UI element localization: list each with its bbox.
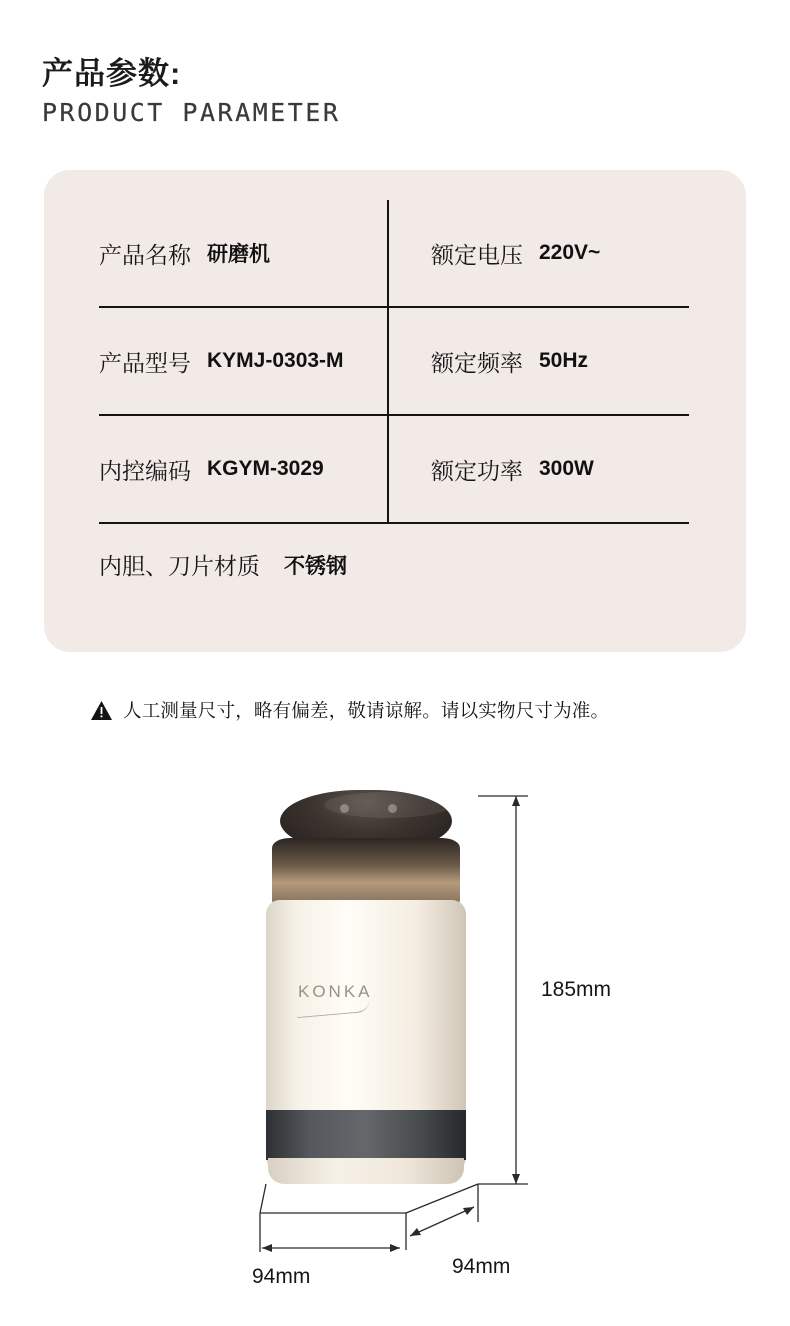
page-title-en: PRODUCT PARAMETER: [42, 97, 341, 127]
page-header: [42, 55, 542, 127]
spec-cell-rated-frequency: [389, 308, 689, 414]
spec-table: [99, 200, 689, 524]
spec-cell-internal-code: [99, 416, 389, 522]
spec-value: KYMJ-0303-M: [207, 349, 344, 372]
dimension-height-label: 185mm: [541, 978, 612, 1001]
spec-label: 内控编码: [99, 457, 191, 484]
spec-value: 不锈钢: [284, 554, 347, 578]
spec-value: KGYM-3029: [207, 457, 324, 480]
dimension-lines: [0, 760, 790, 1320]
spec-cell-product-name: [99, 200, 389, 306]
brand-logo: KONKA: [298, 982, 373, 1001]
spec-cell-model: [99, 308, 389, 414]
spec-label: 内胆、刀片材质: [99, 553, 260, 579]
spec-label: 额定功率: [431, 457, 523, 484]
spec-label: 产品型号: [99, 349, 191, 376]
page-title-cn: 产品参数:: [42, 56, 182, 91]
spec-cell-rated-voltage: [389, 200, 689, 306]
spec-cell-material: [99, 548, 347, 581]
measurement-note-text: 人工测量尺寸，略有偏差，敬请谅解。请以实物尺寸为准。: [123, 700, 610, 721]
warning-triangle-icon: [90, 700, 113, 721]
spec-value: 300W: [539, 457, 594, 480]
table-row: [99, 308, 689, 416]
spec-cell-rated-power: [389, 416, 689, 522]
spec-label: 产品名称: [99, 241, 191, 268]
spec-value: 220V~: [539, 241, 601, 264]
spec-label: 额定电压: [431, 241, 523, 268]
spec-label: 额定频率: [431, 349, 523, 376]
table-row: [99, 200, 689, 308]
dimension-width-front-label: 94mm: [252, 1265, 311, 1288]
spec-card: [44, 170, 746, 652]
dimension-width-side-label: 94mm: [452, 1255, 511, 1278]
table-row: [99, 416, 689, 524]
spec-value: 50Hz: [539, 349, 589, 372]
product-figure: [0, 760, 790, 1320]
measurement-note: [90, 697, 609, 723]
spec-value: 研磨机: [207, 243, 270, 266]
